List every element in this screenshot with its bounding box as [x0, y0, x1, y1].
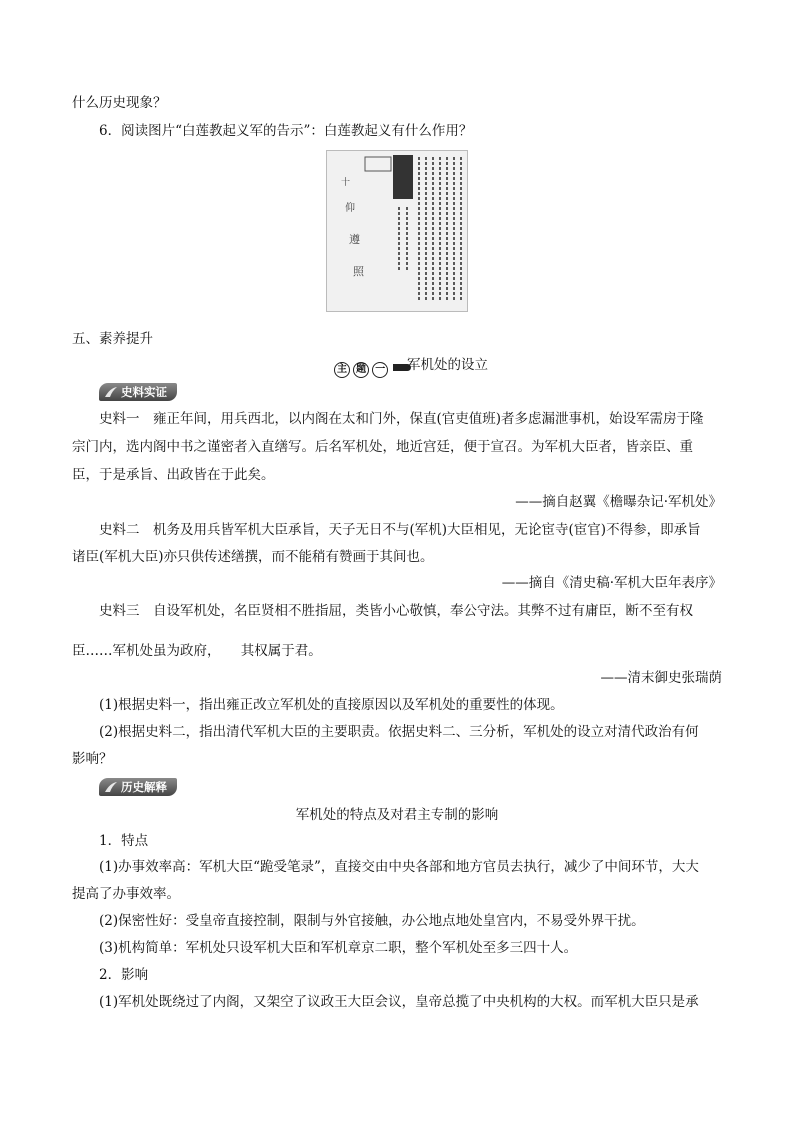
explain-heading-1: 1．特点 — [99, 833, 149, 849]
swoosh-icon — [104, 386, 118, 398]
explain-point-1-line-2: 提高了办事效率。 — [72, 886, 180, 902]
explain-heading-2: 2．影响 — [99, 967, 149, 983]
theme-char-2: 题 — [353, 362, 369, 378]
task-1: (1)根据史料一，指出雍正改立军机处的直接原因以及军机处的重要性的体现。 — [99, 697, 564, 713]
theme-char-3: 一 — [372, 362, 388, 378]
section-title: 五、素养提升 — [72, 331, 153, 347]
svg-text:仰: 仰 — [345, 203, 355, 214]
proclamation-photo-icon — [327, 151, 467, 311]
shiliao-label: 史料实证 — [99, 383, 177, 401]
explain-point-2: (2)保密性好：受皇帝直接控制，限制与外官接触，办公地点地处皇宫内，不易受外界干扰。 — [99, 913, 645, 929]
question-6: 6．阅读图片“白莲教起义军的告示”：白莲教起义有什么作用？ — [99, 123, 473, 139]
source-1-citation: ——摘自赵翼《檐曝杂记·军机处》 — [515, 494, 722, 510]
source-3-line-1: 史料三 自设军机处，名臣贤相不胜指屈，类皆小心敬慎，奉公守法。其弊不过有庸臣，断不至有权 — [99, 603, 693, 619]
swoosh-icon — [104, 781, 118, 793]
question-5-tail: 什么历史现象？ — [72, 95, 167, 111]
proclamation-image — [326, 150, 468, 312]
explain-title: 军机处的特点及对君主专制的影响 — [295, 807, 499, 823]
explain-point-3: (3)机构简单：军机处只设军机大臣和军机章京二职，整个军机处至多三四十人。 — [99, 940, 578, 956]
source-2-line-2: 诸臣(军机大臣)亦只供传述缮撰，而不能稍有赞画于其间也。 — [72, 549, 434, 565]
source-1-line-3: 臣，于是承旨、出政皆在于此矣。 — [72, 467, 275, 483]
source-3-citation: ——清末御史张瑞荫 — [600, 670, 722, 686]
theme-badge — [334, 357, 411, 373]
source-2-citation: ——摘自《清史稿·军机大臣年表序》 — [501, 575, 722, 591]
source-2-line-1: 史料二 机务及用兵皆军机大臣承旨，天子无日不与(军机)大臣相见，无论宦寺(宦官)不得参，即承旨 — [99, 522, 701, 538]
svg-text:十: 十 — [341, 178, 351, 188]
svg-text:遵: 遵 — [349, 233, 360, 246]
svg-text:照: 照 — [353, 265, 364, 278]
theme-title: 军机处的设立 — [407, 357, 488, 373]
theme-char-1: 主 — [334, 362, 350, 378]
explain-point-1-line-1: (1)办事效率高：军机大臣“跪受笔录”，直接交由中央各部和地方官员去执行，减少了中间环节，大大 — [99, 859, 699, 875]
source-1-line-2: 宗门内，选内阁中书之谨密者入直缮写。后名军机处，地近宫廷，便于宣召。为军机大臣者，皆亲臣、重 — [72, 439, 693, 455]
explain-point-4: (1)军机处既绕过了内阁，又架空了议政王大臣会议，皇帝总揽了中央机构的大权。而军机大臣只是承 — [99, 994, 699, 1010]
task-2-line-1: (2)根据史料二，指出清代军机大臣的主要职责。依据史料二、三分析，军机处的设立对清代政治有何 — [99, 724, 699, 740]
source-1-line-1: 史料一 雍正年间，用兵西北，以内阁在太和门外，保直(官吏值班)者多虑漏泄事机，始设军需房于隆 — [99, 411, 704, 427]
source-3-line-2: 臣……军机处虽为政府， 其权属于君。 — [72, 643, 322, 659]
task-2-line-2: 影响？ — [72, 751, 113, 767]
lishi-label: 历史解释 — [99, 778, 177, 796]
